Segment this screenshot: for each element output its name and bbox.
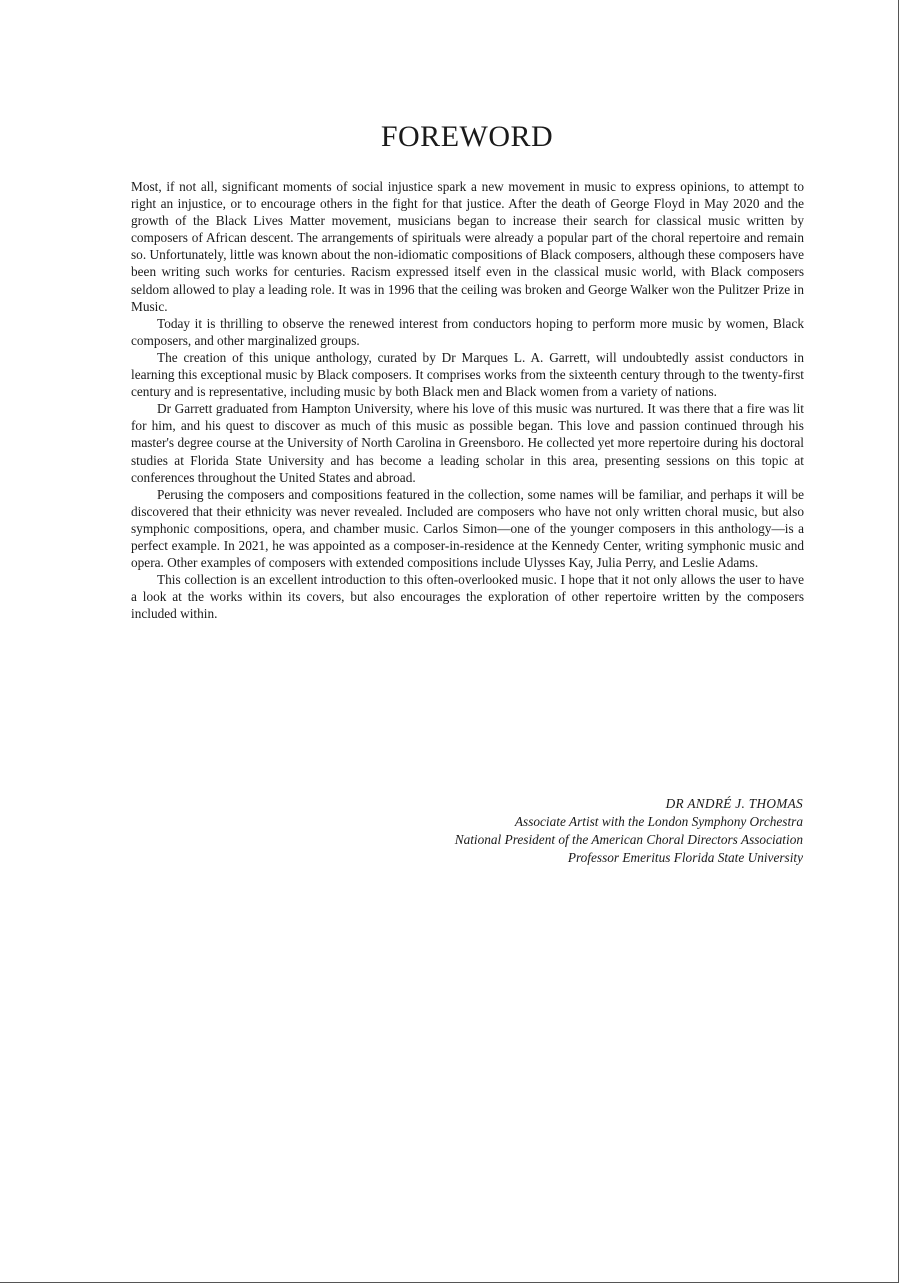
paragraph-5: Perusing the composers and compositions featured in the collection, some names will be familiar, and perhaps it will be discovered that their ethnicity was never revealed. Included are composers who have not only written choral music, but also symphonic compositions, opera, and chamber music. Carlos Simon—one of the younger composers in this anthology—is a perfect example. In 2021, he was appointed as a composer-in-residence at the Kennedy Center, writing symphonic music and opera. Other examples of composers with extended compositions include Ulysses Kay, Julia Perry, and Leslie Adams. <box>131 486 804 571</box>
signature-block <box>455 795 803 867</box>
paragraph-3: The creation of this unique anthology, curated by Dr Marques L. A. Garrett, will undoubtedly assist conductors in learning this exceptional music by Black composers. It comprises works from the sixteenth century through to the twenty-first century and is representative, including music by both Black men and Black women from a variety of nations. <box>131 349 804 400</box>
signature-name: DR ANDRÉ J. THOMAS <box>665 796 803 811</box>
paragraph-6: This collection is an excellent introduction to this often-overlooked music. I hope that it not only allows the user to have a look at the works within its covers, but also encourages the exploration of other repertoire written by the composers included within. <box>131 572 804 622</box>
foreword-body <box>131 178 804 622</box>
paragraph-4: Dr Garrett graduated from Hampton University, where his love of this music was nurtured. It was there that a fire was lit for him, and his quest to discover as much of this music as possible began. This love and passion continued through his master's degree course at the University of North Carolina in Greensboro. He collected yet more repertoire during his doctoral studies at Florida State University and has become a leading scholar in this area, presenting sessions on this topic at conferences throughout the United States and abroad. <box>131 401 804 485</box>
paragraph-1: Most, if not all, significant moments of social injustice spark a new movement in music to express opinions, to attempt to right an injustice, or to encourage others in the fight for that justice. After the death of George Floyd in May 2020 and the growth of the Black Lives Matter movement, musicians began to increase their search for classical music written by composers of African descent. The arrangements of spirituals were already a popular part of the choral repertoire and remain so. Unfortunately, little was known about the non-idiomatic compositions of Black composers, although these composers have been writing such works for centuries. Racism expressed itself even in the classical music world, with Black composers seldom allowed to play a leading role. It was in 1996 that the ceiling was broken and George Walker won the Pulitzer Prize in Music. <box>131 179 804 314</box>
signature-title-2: National President of the American Choral Directors Association <box>454 832 803 847</box>
signature-title-3: Professor Emeritus Florida State University <box>567 850 803 865</box>
page-title: FOREWORD <box>380 120 554 153</box>
signature-title-1: Associate Artist with the London Symphony Orchestra <box>514 814 803 829</box>
paragraph-2: Today it is thrilling to observe the renewed interest from conductors hoping to perform more music by women, Black composers, and other marginalized groups. <box>131 315 804 348</box>
